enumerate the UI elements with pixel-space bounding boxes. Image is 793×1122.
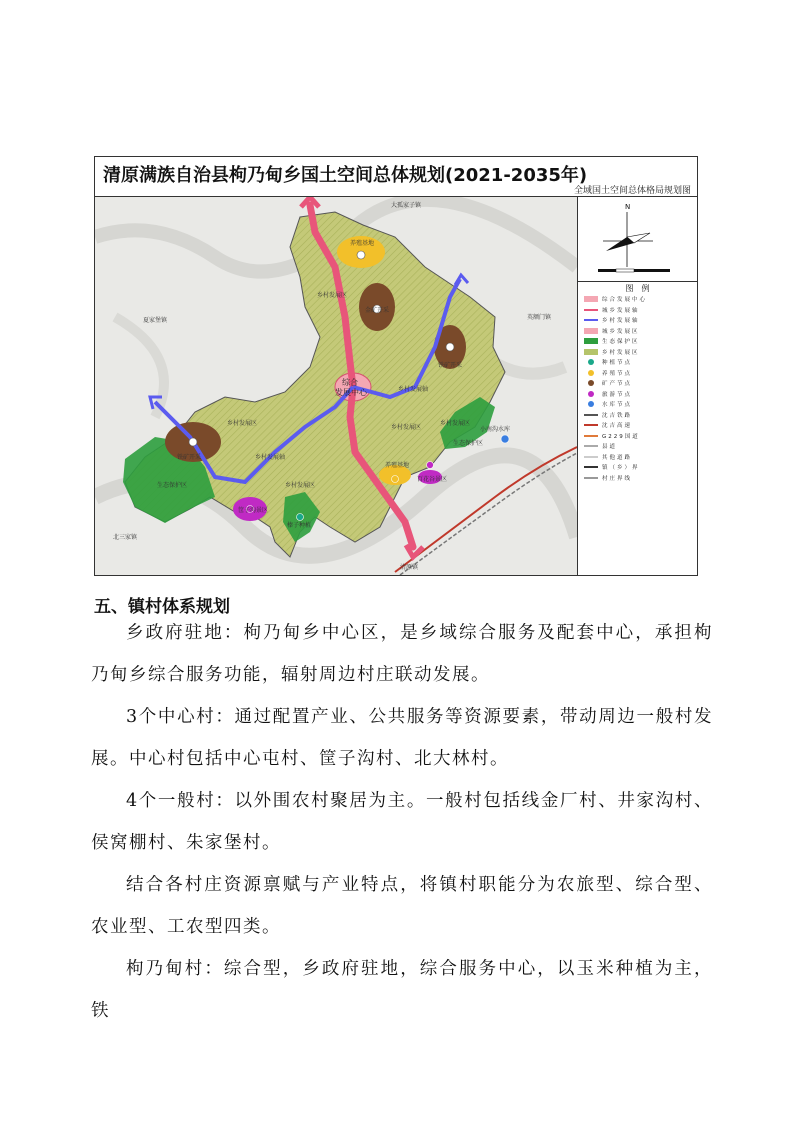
legend-item — [584, 389, 694, 400]
label-reservoir: 小南沟水库 — [480, 426, 511, 433]
legend-swatch — [584, 338, 598, 344]
paragraph-1: 乡政府驻地：枸乃甸乡中心区，是乡域综合服务及配套中心，承担枸乃甸乡综合服务功能，辐射周边村庄联动发展。 — [91, 623, 713, 685]
label-south-town: 清原镇 — [400, 564, 419, 571]
paragraph-4: 结合各村庄资源禀赋与产业特点，将镇村职能分为农旅型、综合型、农业型、工农型四类。 — [91, 875, 713, 937]
legend-swatch — [588, 391, 594, 397]
label-center: 综合 — [342, 378, 358, 387]
label-west-town: 夏家堡镇 — [143, 317, 168, 324]
legend-item — [584, 368, 694, 379]
legend-label: 水库节点 — [602, 402, 633, 409]
legend-swatch — [584, 309, 598, 311]
label-mine-west: 铁矿开采 — [177, 454, 202, 461]
svg-text:N: N — [625, 203, 631, 211]
legend-label: 城乡发展区 — [602, 328, 640, 335]
label-rural-3: 乡村发展区 — [285, 482, 316, 489]
label-eco-west: 生态保护区 — [157, 482, 188, 489]
legend-list — [584, 294, 694, 483]
legend-swatch — [584, 435, 598, 437]
legend-item — [584, 431, 694, 442]
legend-label: 乡村发展轴 — [602, 318, 640, 325]
legend-swatch — [584, 445, 598, 447]
legend-panel — [577, 197, 697, 575]
legend-item — [584, 336, 694, 347]
legend-item — [584, 305, 694, 316]
legend-swatch — [588, 401, 594, 407]
legend-label: 乡村发展区 — [602, 349, 640, 356]
map-title-bar — [95, 157, 697, 197]
legend-item — [584, 315, 694, 326]
paragraph-3: 4个一般村：以外围农村聚居为主。一般村包括线金厂村、井家沟村、侯窝棚村、朱家堡村。 — [91, 791, 713, 853]
legend-label: 综合发展中心 — [602, 297, 648, 304]
legend-label: 沈吉高速 — [602, 423, 633, 430]
label-mine-north: 金矿开采 — [365, 307, 390, 314]
planning-map — [94, 156, 698, 576]
label-farm-south: 养殖基地 — [385, 462, 410, 469]
legend-swatch — [584, 328, 598, 334]
legend-item — [584, 326, 694, 337]
map-title: 清原满族自治县枸乃甸乡国土空间总体规划(2021-2035年) — [103, 165, 588, 186]
label-rural-1: 乡村发展区 — [317, 292, 348, 299]
label-north-town: 大孤家子镇 — [391, 202, 422, 209]
label-mine-east: 铁矿开采 — [438, 362, 463, 369]
legend-label: G229国道 — [602, 433, 640, 440]
map-subtitle: 全域国土空间总体格局规划图 — [573, 186, 691, 196]
legend-label: 种植节点 — [602, 360, 633, 367]
legend-label: 矿产节点 — [602, 381, 633, 388]
label-center-2: 发展中心 — [335, 388, 367, 397]
legend-item — [584, 473, 694, 484]
reservoir-node — [501, 435, 509, 443]
legend-item — [584, 441, 694, 452]
legend-item — [584, 378, 694, 389]
label-southwest-town: 北三家镇 — [113, 534, 138, 541]
label-farm-north: 养殖基地 — [350, 240, 375, 247]
legend-label: 生态保护区 — [602, 339, 640, 346]
label-rural-axis-1: 乡村发展轴 — [398, 386, 429, 393]
legend-swatch — [584, 424, 598, 426]
paragraph-5: 枸乃甸村：综合型，乡政府驻地，综合服务中心，以玉米种植为主，铁 — [91, 959, 713, 1021]
label-tour-west: 筐子沟景区 — [238, 507, 269, 514]
legend-label: 县道 — [602, 444, 618, 451]
legend-item — [584, 399, 694, 410]
legend-label: 沈吉铁路 — [602, 412, 633, 419]
label-rural-5: 乡村发展区 — [440, 420, 471, 427]
legend-swatch — [584, 477, 598, 479]
label-east-town: 英额门镇 — [527, 314, 552, 321]
map-canvas — [95, 197, 577, 575]
label-tour-east: 百花谷景区 — [417, 476, 448, 483]
legend-label: 镇（乡）界 — [602, 465, 640, 472]
legend-swatch — [588, 359, 594, 365]
legend-title: 图 例 — [625, 284, 650, 293]
label-plant: 榛子种植 — [287, 522, 312, 529]
label-rural-2: 乡村发展区 — [227, 420, 258, 427]
legend-swatch — [584, 319, 598, 321]
label-eco-east: 生态保护区 — [453, 440, 484, 447]
legend-swatch — [588, 380, 594, 386]
paragraph-2: 3个中心村：通过配置产业、公共服务等资源要素，带动周边一般村发展。中心村包括中心屯村、筐子沟村、北大林村。 — [91, 707, 713, 769]
legend-swatch — [584, 456, 598, 458]
label-rural-axis-2: 乡村发展轴 — [255, 454, 286, 461]
legend-label: 村庄界线 — [602, 475, 633, 482]
legend-label: 旅游节点 — [602, 391, 633, 398]
legend-item — [584, 357, 694, 368]
legend-label: 养殖节点 — [602, 370, 633, 377]
legend-swatch — [584, 466, 598, 468]
legend-label: 其他道路 — [602, 454, 633, 461]
legend-item — [584, 462, 694, 473]
legend-swatch — [584, 349, 598, 355]
compass-icon — [578, 197, 697, 281]
legend-item — [584, 452, 694, 463]
legend-swatch — [584, 414, 598, 416]
legend-item — [584, 410, 694, 421]
compass-box — [578, 197, 697, 282]
map-body — [95, 197, 697, 575]
section-heading: 五、镇村体系规划 — [94, 597, 230, 617]
legend-swatch — [588, 370, 594, 376]
legend-item — [584, 420, 694, 431]
legend-item — [584, 294, 694, 305]
label-rural-4: 乡村发展区 — [391, 424, 422, 431]
legend-label: 城乡发展轴 — [602, 307, 640, 314]
legend-swatch — [584, 296, 598, 302]
legend-item — [584, 347, 694, 358]
